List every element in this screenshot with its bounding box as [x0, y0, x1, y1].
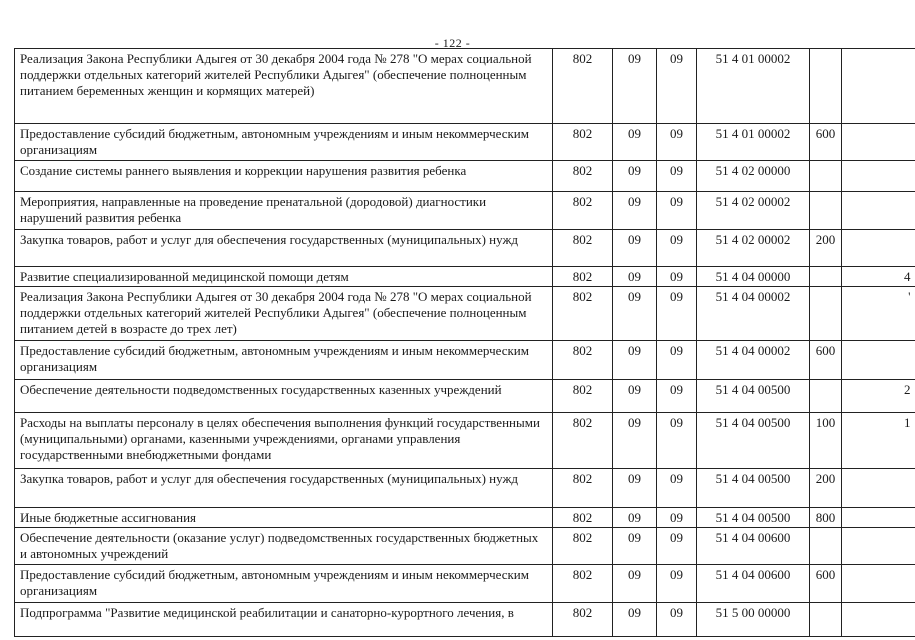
target-article-code: 51 4 04 00500	[697, 469, 810, 508]
ved-code: 802	[553, 565, 613, 603]
target-article-code: 51 4 04 00002	[697, 287, 810, 341]
table-row	[15, 287, 915, 341]
subsection-code: 09	[657, 469, 697, 508]
subsection-code: 09	[657, 565, 697, 603]
subsection-code: 09	[657, 230, 697, 267]
amount: 2	[842, 380, 915, 413]
target-article-code: 51 4 04 00500	[697, 413, 810, 469]
row-name: Закупка товаров, работ и услуг для обеспечения государственных (муниципальных) нужд	[15, 469, 553, 508]
subsection-code: 09	[657, 49, 697, 124]
table-row	[15, 413, 915, 469]
amount: '	[842, 287, 915, 341]
target-article-code: 51 4 02 00002	[697, 230, 810, 267]
ved-code: 802	[553, 287, 613, 341]
section-code: 09	[613, 413, 657, 469]
table-row	[15, 230, 915, 267]
section-code: 09	[613, 192, 657, 230]
amount	[842, 565, 915, 603]
target-article-code: 51 4 02 00002	[697, 192, 810, 230]
table-row	[15, 603, 915, 637]
section-code: 09	[613, 603, 657, 637]
ved-code: 802	[553, 508, 613, 528]
row-name: Иные бюджетные ассигнования	[15, 508, 553, 528]
expense-type-code	[810, 528, 842, 565]
expense-type-code: 200	[810, 230, 842, 267]
amount	[842, 230, 915, 267]
expense-type-code	[810, 267, 842, 287]
ved-code: 802	[553, 161, 613, 192]
section-code: 09	[613, 508, 657, 528]
expense-type-code	[810, 287, 842, 341]
page-number: - 122 -	[434, 36, 471, 50]
amount	[842, 603, 915, 637]
ved-code: 802	[553, 230, 613, 267]
target-article-code: 51 4 04 00500	[697, 508, 810, 528]
row-name: Обеспечение деятельности (оказание услуг) подведомственных государственных бюджетных и автономных учреждений	[15, 528, 553, 565]
amount: 4	[842, 267, 915, 287]
target-article-code: 51 4 04 00600	[697, 565, 810, 603]
expense-type-code	[810, 380, 842, 413]
target-article-code: 51 4 04 00600	[697, 528, 810, 565]
table-row	[15, 341, 915, 380]
amount	[842, 528, 915, 565]
row-name: Подпрограмма "Развитие медицинской реабилитации и санаторно-курортного лечения, в	[15, 603, 553, 637]
subsection-code: 09	[657, 267, 697, 287]
target-article-code: 51 4 01 00002	[697, 49, 810, 124]
subsection-code: 09	[657, 341, 697, 380]
subsection-code: 09	[657, 161, 697, 192]
row-name: Обеспечение деятельности подведомственных государственных казенных учреждений	[15, 380, 553, 413]
expense-type-code	[810, 161, 842, 192]
table-row	[15, 267, 915, 287]
table-row	[15, 469, 915, 508]
row-name: Мероприятия, направленные на проведение пренатальной (дородовой) диагностики нарушений развития ребенка	[15, 192, 553, 230]
amount	[842, 161, 915, 192]
ved-code: 802	[553, 603, 613, 637]
section-code: 09	[613, 161, 657, 192]
section-code: 09	[613, 528, 657, 565]
ved-code: 802	[553, 528, 613, 565]
table-row	[15, 508, 915, 528]
subsection-code: 09	[657, 508, 697, 528]
subsection-code: 09	[657, 603, 697, 637]
section-code: 09	[613, 230, 657, 267]
row-name: Расходы на выплаты персоналу в целях обеспечения выполнения функций государственными (муниципальными) органами, казенными учреждениями, органами управления государственными внебюджетными фондами	[15, 413, 553, 469]
ved-code: 802	[553, 124, 613, 161]
section-code: 09	[613, 267, 657, 287]
row-name: Предоставление субсидий бюджетным, автономным учреждениям и иным некоммерческим организациям	[15, 341, 553, 380]
ved-code: 802	[553, 341, 613, 380]
expense-type-code	[810, 603, 842, 637]
budget-table	[14, 48, 915, 637]
amount	[842, 124, 915, 161]
row-name: Предоставление субсидий бюджетным, автономным учреждениям и иным некоммерческим организациям	[15, 124, 553, 161]
target-article-code: 51 4 04 00002	[697, 341, 810, 380]
table-row	[15, 528, 915, 565]
table-row	[15, 49, 915, 124]
ved-code: 802	[553, 267, 613, 287]
subsection-code: 09	[657, 380, 697, 413]
section-code: 09	[613, 380, 657, 413]
amount	[842, 192, 915, 230]
expense-type-code: 600	[810, 565, 842, 603]
expense-type-code: 200	[810, 469, 842, 508]
target-article-code: 51 4 01 00002	[697, 124, 810, 161]
table-row	[15, 124, 915, 161]
expense-type-code: 800	[810, 508, 842, 528]
section-code: 09	[613, 124, 657, 161]
ved-code: 802	[553, 413, 613, 469]
section-code: 09	[613, 469, 657, 508]
expense-type-code	[810, 192, 842, 230]
ved-code: 802	[553, 469, 613, 508]
row-name: Создание системы раннего выявления и коррекции нарушения развития ребенка	[15, 161, 553, 192]
ved-code: 802	[553, 192, 613, 230]
section-code: 09	[613, 49, 657, 124]
subsection-code: 09	[657, 124, 697, 161]
table-row	[15, 380, 915, 413]
section-code: 09	[613, 341, 657, 380]
expense-type-code	[810, 49, 842, 124]
expense-type-code: 100	[810, 413, 842, 469]
target-article-code: 51 5 00 00000	[697, 603, 810, 637]
target-article-code: 51 4 04 00500	[697, 380, 810, 413]
subsection-code: 09	[657, 413, 697, 469]
amount: 1	[842, 413, 915, 469]
row-name: Реализация Закона Республики Адыгея от 30 декабря 2004 года № 278 "О мерах социальной поддержки отдельных категорий жителей Республики Адыгея" (обеспечение полноценным питанием детей в возрасте до трех лет)	[15, 287, 553, 341]
row-name: Реализация Закона Республики Адыгея от 30 декабря 2004 года № 278 "О мерах социальной поддержки отдельных категорий жителей Республики Адыгея" (обеспечение полноценным питанием беременных женщин и кормящих матерей)	[15, 49, 553, 124]
row-name: Закупка товаров, работ и услуг для обеспечения государственных (муниципальных) нужд	[15, 230, 553, 267]
section-code: 09	[613, 565, 657, 603]
amount	[842, 49, 915, 124]
subsection-code: 09	[657, 287, 697, 341]
amount	[842, 341, 915, 380]
expense-type-code: 600	[810, 124, 842, 161]
subsection-code: 09	[657, 192, 697, 230]
ved-code: 802	[553, 380, 613, 413]
ved-code: 802	[553, 49, 613, 124]
row-name: Развитие специализированной медицинской помощи детям	[15, 267, 553, 287]
target-article-code: 51 4 02 00000	[697, 161, 810, 192]
target-article-code: 51 4 04 00000	[697, 267, 810, 287]
expense-type-code: 600	[810, 341, 842, 380]
table-row	[15, 192, 915, 230]
table-row	[15, 161, 915, 192]
amount	[842, 469, 915, 508]
subsection-code: 09	[657, 528, 697, 565]
amount	[842, 508, 915, 528]
row-name: Предоставление субсидий бюджетным, автономным учреждениям и иным некоммерческим организациям	[15, 565, 553, 603]
section-code: 09	[613, 287, 657, 341]
table-row	[15, 565, 915, 603]
